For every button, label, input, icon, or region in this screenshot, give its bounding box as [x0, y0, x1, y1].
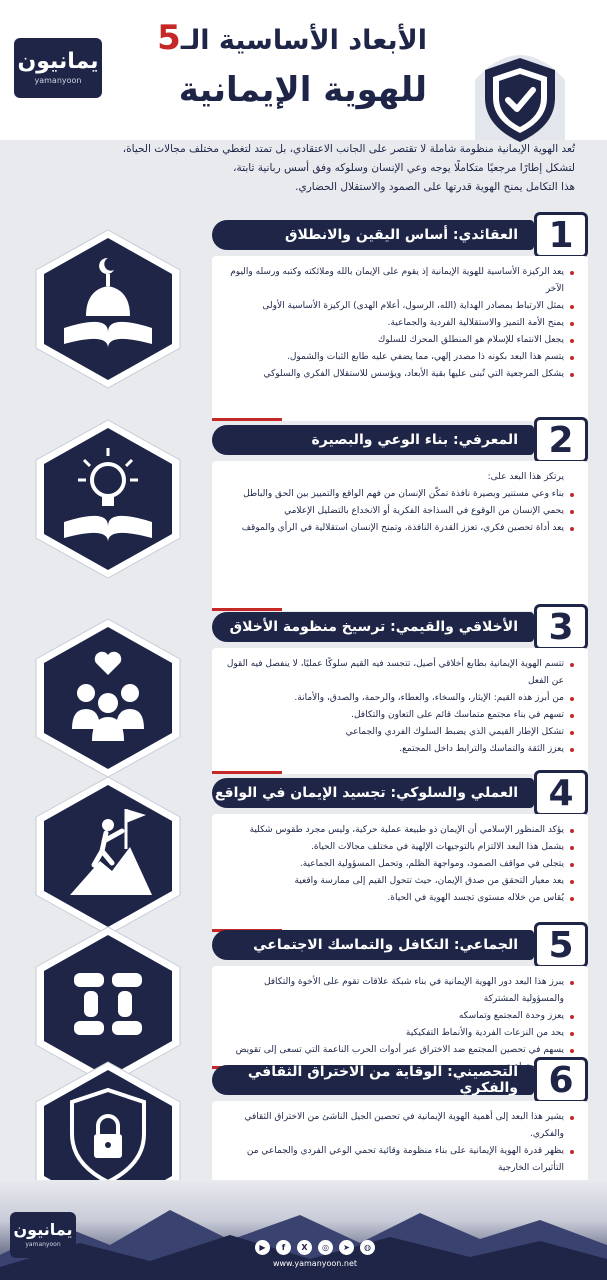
- list-item: يحمي الإنسان من الوقوع في السذاجة الفكرية أو الانخداع بالتضليل الإعلامي: [222, 503, 574, 520]
- dimension-title-3: الأخلاقي والقيمي: ترسيخ منظومة الأخلاق: [212, 612, 534, 642]
- dimension-title-2: المعرفي: بناء الوعي والبصيرة: [212, 425, 534, 455]
- facebook-icon[interactable]: f: [276, 1240, 291, 1255]
- list-item: يسهم في تحصين المجتمع ضد الاختراق عبر أدوات الحرب الناعمة التي تسعى إلى تقويض: [222, 1042, 574, 1076]
- list-item: يعد الركيزة الأساسية للهوية الإيمانية إذ يقوم على الإيمان بالله وملائكته وكتبه ورسله واليوم الآخر: [222, 264, 574, 298]
- x-icon[interactable]: X: [297, 1240, 312, 1255]
- footer-logo-text: يمانيون: [13, 1220, 73, 1239]
- list-item: يشكل المرجعية التي تُبنى عليها بقية الأبعاد، ويؤسس للاستقلال الفكري والسلوكي: [222, 366, 574, 383]
- accent-line: [212, 418, 282, 421]
- people-heart-icon: [34, 617, 182, 779]
- title-number: 5: [157, 18, 181, 58]
- lightbulb-book-icon: [34, 418, 182, 580]
- logo-text: يمانيون: [17, 49, 99, 74]
- list-item: يعزز الثقة والتماسك والترابط داخل المجتمع.: [222, 741, 574, 758]
- website-link[interactable]: www.yamanyoon.net: [272, 1259, 358, 1268]
- bullet-list: [222, 974, 574, 1076]
- title-prefix: الأبعاد الأساسية الـ: [180, 25, 427, 56]
- dimension-number-3: 3: [534, 604, 588, 650]
- dimension-card-2: [212, 461, 588, 611]
- list-item: يعزز وحدة المجتمع وتماسكه: [222, 1008, 574, 1025]
- list-item: يجعل الانتماء للإسلام هو المنطلق المحرك للسلوك: [222, 332, 574, 349]
- bullet-list: [222, 822, 574, 907]
- instagram-icon[interactable]: ◎: [318, 1240, 333, 1255]
- intro-paragraph: [22, 140, 587, 210]
- dimension-title-5: الجماعي: التكافل والتماسك الاجتماعي: [212, 930, 534, 960]
- list-item: من أبرز هذه القيم: الإيثار، والسخاء، والعطاء، والرحمة، والصدق، والأمانة.: [222, 690, 574, 707]
- intro-line-3: هذا التكامل يمنح الهوية قدرتها على الصمود والاستقلال الحضاري.: [295, 181, 575, 193]
- climber-flag-icon: [34, 775, 182, 937]
- brand-logo[interactable]: [14, 38, 102, 98]
- list-item: يؤكد المنظور الإسلامي أن الإيمان ذو طبيعة عملية حركية، وليس مجرد طقوس شكلية: [222, 822, 574, 839]
- shield-check-icon: [455, 40, 585, 150]
- youtube-icon[interactable]: ▶: [255, 1240, 270, 1255]
- bullet-list: [222, 264, 574, 383]
- dimension-title-4: العملي والسلوكي: تجسيد الإيمان في الواقع: [212, 778, 534, 808]
- list-item: يمثل الارتباط بمصادر الهداية (الله، الرسول، أعلام الهدى) الركيزة الأساسية الأولى: [222, 298, 574, 315]
- mosque-book-icon: [34, 228, 182, 390]
- list-item: يُقاس من خلاله مستوى تجسد الهوية في الحياة.: [222, 890, 574, 907]
- list-item: يتسم هذا البعد بكونه ذا مصدر إلهي، مما يضفي عليه طابع الثبات والشمول.: [222, 349, 574, 366]
- accent-line: [212, 771, 282, 774]
- page-title-line2: للهوية الإيمانية: [178, 70, 427, 110]
- list-item: تتسم الهوية الإيمانية بطابع أخلاقي أصيل، تتجسد فيه القيم سلوكًا عمليًا، لا ينفصل فيه القول عن الفعل: [222, 656, 574, 690]
- dimension-number-6: 6: [534, 1057, 588, 1103]
- dimension-title-1: العقائدي: أساس اليقين والانطلاق: [212, 220, 534, 250]
- social-links: [255, 1240, 375, 1256]
- page-title-line1: [127, 18, 427, 58]
- dimension-card-1: [212, 256, 588, 421]
- list-item: يعد معيار التحقق من صدق الإيمان، حيث تتحول القيم إلى ممارسة واقعية: [222, 873, 574, 890]
- dimension-lead: يرتكز هذا البعد على:: [487, 472, 564, 482]
- header: [0, 0, 607, 140]
- intro-line-2: لتشكل إطارًا مرجعيًا متكاملًا يوجه وعي الإنسان وسلوكه وفق أسس ربانية ثابتة،: [233, 162, 575, 174]
- list-item: تشكل الإطار القيمي الذي يضبط السلوك الفردي والجماعي: [222, 724, 574, 741]
- accent-line: [212, 608, 282, 611]
- list-item: يمنح الأمة التميز والاستقلالية الفردية والجماعية.: [222, 315, 574, 332]
- list-item: يشمل هذا البعد الالتزام بالتوجيهات الإلهية في مختلف مجالات الحياة.: [222, 839, 574, 856]
- footer-logo-subtext: yamanyoon: [25, 1241, 61, 1248]
- dimension-title-6: التحصيني: الوقاية من الاختراق الثقافي والفكري: [212, 1065, 534, 1095]
- list-item: يتجلى في مواقف الصمود، ومواجهة الظلم، وتحمل المسؤولية الجماعية.: [222, 856, 574, 873]
- bullet-list: [222, 656, 574, 758]
- list-item: يحد من النزعات الفردية والأنماط التفكيكية: [222, 1025, 574, 1042]
- dimension-number-4: 4: [534, 770, 588, 816]
- list-item: تسهم في بناء مجتمع متماسك قائم على التعاون والتكافل.: [222, 707, 574, 724]
- dimension-number-5: 5: [534, 922, 588, 968]
- dimension-card-5: [212, 966, 588, 1069]
- telegram-icon[interactable]: ➤: [339, 1240, 354, 1255]
- list-item: يبرز هذا البعد دور الهوية الإيمانية في بناء شبكة علاقات تقوم على الأخوة والتكافل والمسؤولية المشتركة: [222, 974, 574, 1008]
- list-item: يظهر قدرة الهوية الإيمانية على بناء منظومة وقائية تحمي الوعي الفردي والجماعي من التأثيرات الخارجية: [222, 1143, 574, 1177]
- logo-subtext: yamanyoon: [34, 76, 82, 85]
- list-item: بناء وعي مستنير وبصيرة نافذة تمكّن الإنسان من فهم الواقع والتمييز بين الحق والباطل: [222, 486, 574, 503]
- intro-line-1: تُعد الهوية الإيمانية منظومة شاملة لا تقتصر على الجانب الاعتقادي، بل تمتد لتغطي مختلف مجالات الحياة،: [122, 143, 575, 155]
- web-icon[interactable]: ◍: [360, 1240, 375, 1255]
- dimension-card-3: [212, 648, 588, 774]
- list-item: يعد أداة تحصين فكري، تعزز القدرة النافذة، وتمنح الإنسان استقلالية في الرأي والموقف: [222, 520, 574, 537]
- dimension-card-4: [212, 814, 588, 932]
- bullet-list: [222, 486, 574, 537]
- dimension-number-1: 1: [534, 212, 588, 258]
- dimension-number-2: 2: [534, 417, 588, 463]
- list-item: يشير هذا البعد إلى أهمية الهوية الإيمانية في تحصين الجيل الناشئ من الاختراق الثقافي والفكري.: [222, 1109, 574, 1143]
- footer-brand-logo[interactable]: [10, 1212, 76, 1258]
